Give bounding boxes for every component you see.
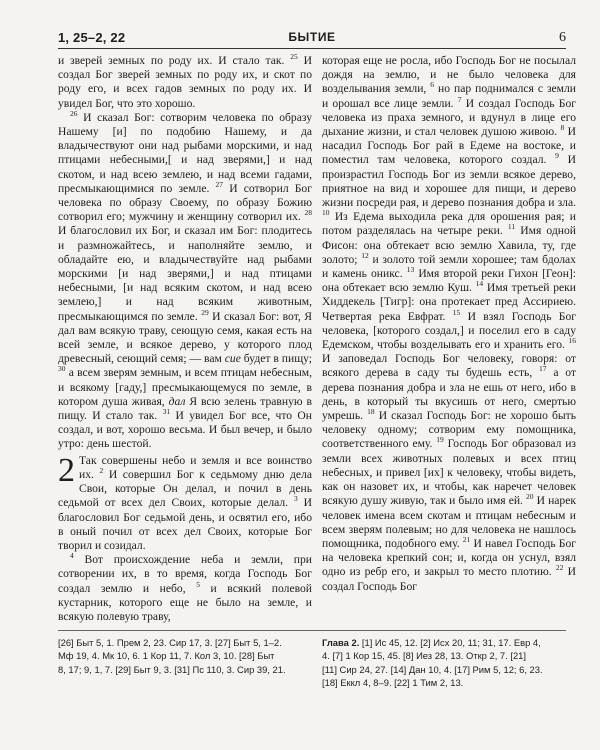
verse-text: И создал Господь Бог человека из праха земного, и вдунул в лице его дыхание жизни, и стал человек душою живою. bbox=[322, 96, 576, 139]
verse-number: 7 bbox=[457, 94, 462, 104]
verse-text: И заповедал Господь Бог человеку, говоря: от всякого дерева в саду ты будешь есть, bbox=[322, 352, 576, 380]
verse-text: которая еще не росла, ибо Господь Бог не посылал дождя на землю, и не было человека для возделывания земли, bbox=[322, 54, 576, 96]
footnote-line: [26] Быт 5, 1. Прем 2, 23. Сир 17, 3. [27] Быт 5, 1–2. bbox=[58, 637, 282, 648]
verse-number: 13 bbox=[406, 265, 415, 275]
verse-text: И создал Бог зверей земных по роду их, и скот по роду его, и всех гадов земных по роду их. И увидел Бог, что это хорошо. bbox=[58, 54, 313, 110]
verse-number: 28 bbox=[304, 208, 312, 218]
verse-text: а от дерева познания добра и зла не ешь от него, ибо в день, в который ты вкусишь от него, смертью умрешь. bbox=[322, 366, 576, 423]
verse-text: И увидел Бог все, что Он создал, и вот, хорошо весьма. И был вечер, и было утро: день шестой. bbox=[58, 409, 312, 451]
verse-text: Господь Бог образовал из земли всех животных полевых и всех птиц небесных, и привел [их] к человеку, чтобы видеть, как он назовет их, и чтобы, как наречет человек всякую душу живую, так и было имя ей. bbox=[322, 437, 577, 508]
italic-word: сие bbox=[224, 352, 241, 366]
verse-text: а всем зверям земным, и всем птицам небесным, и всякому [гаду,] пресмыкающемуся по земле, в котором душа живая, bbox=[58, 366, 312, 408]
verse-text: будет в пищу; bbox=[243, 352, 312, 366]
verse-number: 3 bbox=[293, 494, 298, 504]
footnote-line: 8, 17; 9, 1, 7. [29] Быт 9, 3. [31] Пс 110, 3. Сир 39, 21. bbox=[58, 663, 286, 675]
verse-text: И сотворил Бог человека по образу Своему, по образу Божию сотворил его; мужчину и женщину сотворил их. bbox=[58, 181, 312, 224]
verse-number: 15 bbox=[452, 307, 461, 317]
header-divider bbox=[58, 48, 566, 49]
paragraph bbox=[322, 54, 576, 594]
verse-number: 30 bbox=[58, 364, 66, 374]
verse-number: 20 bbox=[526, 492, 534, 502]
verse-text: И насадил Господь Бог рай в Едеме на востоке, и поместил там человека, которого создал. bbox=[322, 125, 576, 167]
verse-text: Так совершены небо и земля и все воинство их. bbox=[79, 453, 312, 481]
verse-number: 25 bbox=[290, 52, 298, 62]
verse-text: И произрастил Господь Бог из земли всякое дерево, приятное на вид и хорошее для пищи, и дерево жизни посреди рая, и дерево познания добра и зла. bbox=[322, 153, 576, 210]
verse-text: И создал Господь Бог bbox=[322, 565, 576, 593]
footnote-line: Мф 19, 4. Мк 10, 6. 1 Кор 11, 7. Кол 3, 10. [28] Быт bbox=[58, 650, 275, 662]
verse-number: 31 bbox=[162, 407, 171, 417]
italic-word: дал bbox=[168, 394, 186, 408]
left-footnotes bbox=[58, 636, 314, 676]
verse-number: 8 bbox=[560, 123, 565, 133]
paragraph bbox=[58, 108, 312, 452]
verse-number: 27 bbox=[215, 179, 224, 189]
verse-number: 14 bbox=[475, 279, 484, 289]
paragraph bbox=[58, 451, 313, 553]
paragraph bbox=[58, 553, 312, 624]
verse-number: 16 bbox=[568, 336, 576, 346]
verse-text: Имя одной Фисон: она обтекает всю землю Хавила, ту, где золото; bbox=[322, 224, 576, 266]
verse-text: И сказал Бог: сотворим человека по образу Нашему [и] по подобию Нашему, и да владычествуют они над рыбами морскими, и над птицами небесными,[ и над зверями,] и над скотом, и над всею землею, и над всеми гадами, пресмыкающимися по земле. bbox=[58, 110, 312, 195]
verse-number: 26 bbox=[70, 108, 78, 118]
verse-text: И навел Господь Бог на человека крепкий сон; и, когда он уснул, взял одно из ребр его, и закрыл то место плотию. bbox=[322, 536, 576, 579]
verse-text: И сказал Бог: вот, Я дал вам всякую траву, сеющую семя, какая есть на всей земле, и всякое дерево, у которого плод древесный, сеющий семя; — вам bbox=[58, 309, 312, 366]
verse-number: 5 bbox=[196, 579, 200, 589]
verse-text: Вот происхождение неба и земли, при сотворении их, в то время, когда Господь Бог создал землю и небо, bbox=[58, 553, 312, 595]
paragraph bbox=[58, 54, 312, 111]
verse-text: И сказал Господь Бог: не хорошо быть человеку одному; сотворим ему помощника, соответственного ему. bbox=[322, 409, 577, 451]
verse-text: И благословил Бог седьмой день, и освятил его, ибо в оный почил от всех дел Своих, которые Бог творил и созидал. bbox=[58, 496, 312, 552]
page-number: 6 bbox=[559, 30, 566, 45]
verse-number: 2 bbox=[99, 466, 104, 476]
running-header bbox=[58, 30, 566, 50]
chapter-number: 2 bbox=[58, 451, 75, 489]
verse-number: 10 bbox=[322, 208, 330, 218]
verse-number: 17 bbox=[539, 364, 547, 374]
verse-text: Имя второй реки Гихон [Геон]: она обтекает всю землю Куш. bbox=[322, 267, 576, 295]
left-text-column bbox=[58, 54, 312, 624]
right-text-column bbox=[322, 54, 576, 594]
verse-number: 12 bbox=[361, 250, 369, 260]
verse-number: 22 bbox=[555, 563, 564, 573]
verse-number: 18 bbox=[367, 407, 375, 417]
footnote-text: [1] Ис 45, 12. [2] Исх 20, 11; 31, 17. Евр 4, bbox=[361, 637, 541, 648]
verse-number: 29 bbox=[201, 307, 209, 317]
verse-text: И совершил Бог к седьмому дню дела Свои, которые Он делал, и почил в день седьмой от всех дел Своих, которые делал. bbox=[58, 467, 313, 510]
verse-text: И благословил их Бог, и сказал им Бог: плодитесь и размножайтесь, и наполняйте землю, и обладайте ею, и владычествуйте над рыбами морскими [и над зверями,] и над птицами небесными, [и над всяким скотом, и над всею землею,] и над всяким животным, пресмыкающимся по земле. bbox=[58, 224, 312, 323]
footnote-line bbox=[322, 636, 578, 649]
chapter-verse-reference: 1, 25–2, 22 bbox=[58, 30, 126, 45]
verse-text: Имя третьей реки Хиддекель [Тигр]: она протекает пред Ассириею. Четвертая река Евфрат. bbox=[322, 281, 576, 323]
verse-number: 9 bbox=[555, 151, 559, 161]
verse-number: 21 bbox=[462, 535, 471, 545]
footnote-divider bbox=[58, 630, 566, 631]
footnote-chapter-label: Глава 2. bbox=[322, 637, 360, 648]
verse-text: И нарек человек имена всем скотам и птицам небесным и всем зверям полевым; но для человека не нашлось помощника, подобного ему. bbox=[322, 494, 576, 550]
verse-text: и зверей земных по роду их. И стало так. bbox=[58, 54, 285, 67]
verse-number: 6 bbox=[430, 80, 435, 90]
verse-text: Из Едема выходила река для орошения рая; и потом разделялась на четыре реки. bbox=[322, 210, 576, 238]
verse-number: 19 bbox=[436, 435, 444, 445]
verse-text: Я всю зелень травную в пищу. И стало так. bbox=[58, 394, 312, 423]
verse-text: и золото той земли хорошее; там бдолах и камень оникс. bbox=[322, 252, 576, 281]
right-footnotes bbox=[322, 636, 578, 690]
footnote-line: [18] Еккл 4, 8–9. [22] 1 Тим 2, 13. bbox=[322, 677, 464, 689]
book-title: БЫТИЕ bbox=[288, 30, 336, 44]
footnote-line: [11] Сир 24, 27. [14] Дан 10, 4. [17] Рим 5, 12; 6, 23. bbox=[322, 663, 543, 675]
footnote-line: 4. [7] 1 Кор 15, 45. [8] Иез 28, 13. Откр 2, 7. [21] bbox=[322, 650, 526, 662]
verse-text: и всякий полевой кустарник, которого еще не было на земле, и всякую полевую траву, bbox=[58, 581, 312, 623]
verse-number: 11 bbox=[507, 222, 516, 232]
verse-text: но пар поднимался с земли и орошал все лице земли. bbox=[322, 82, 577, 110]
verse-number: 4 bbox=[70, 551, 74, 561]
verse-text: И взял Господь Бог человека, [которого создал,] и поселил его в саду Едемском, чтобы возделывать его и хранить его. bbox=[322, 309, 576, 352]
